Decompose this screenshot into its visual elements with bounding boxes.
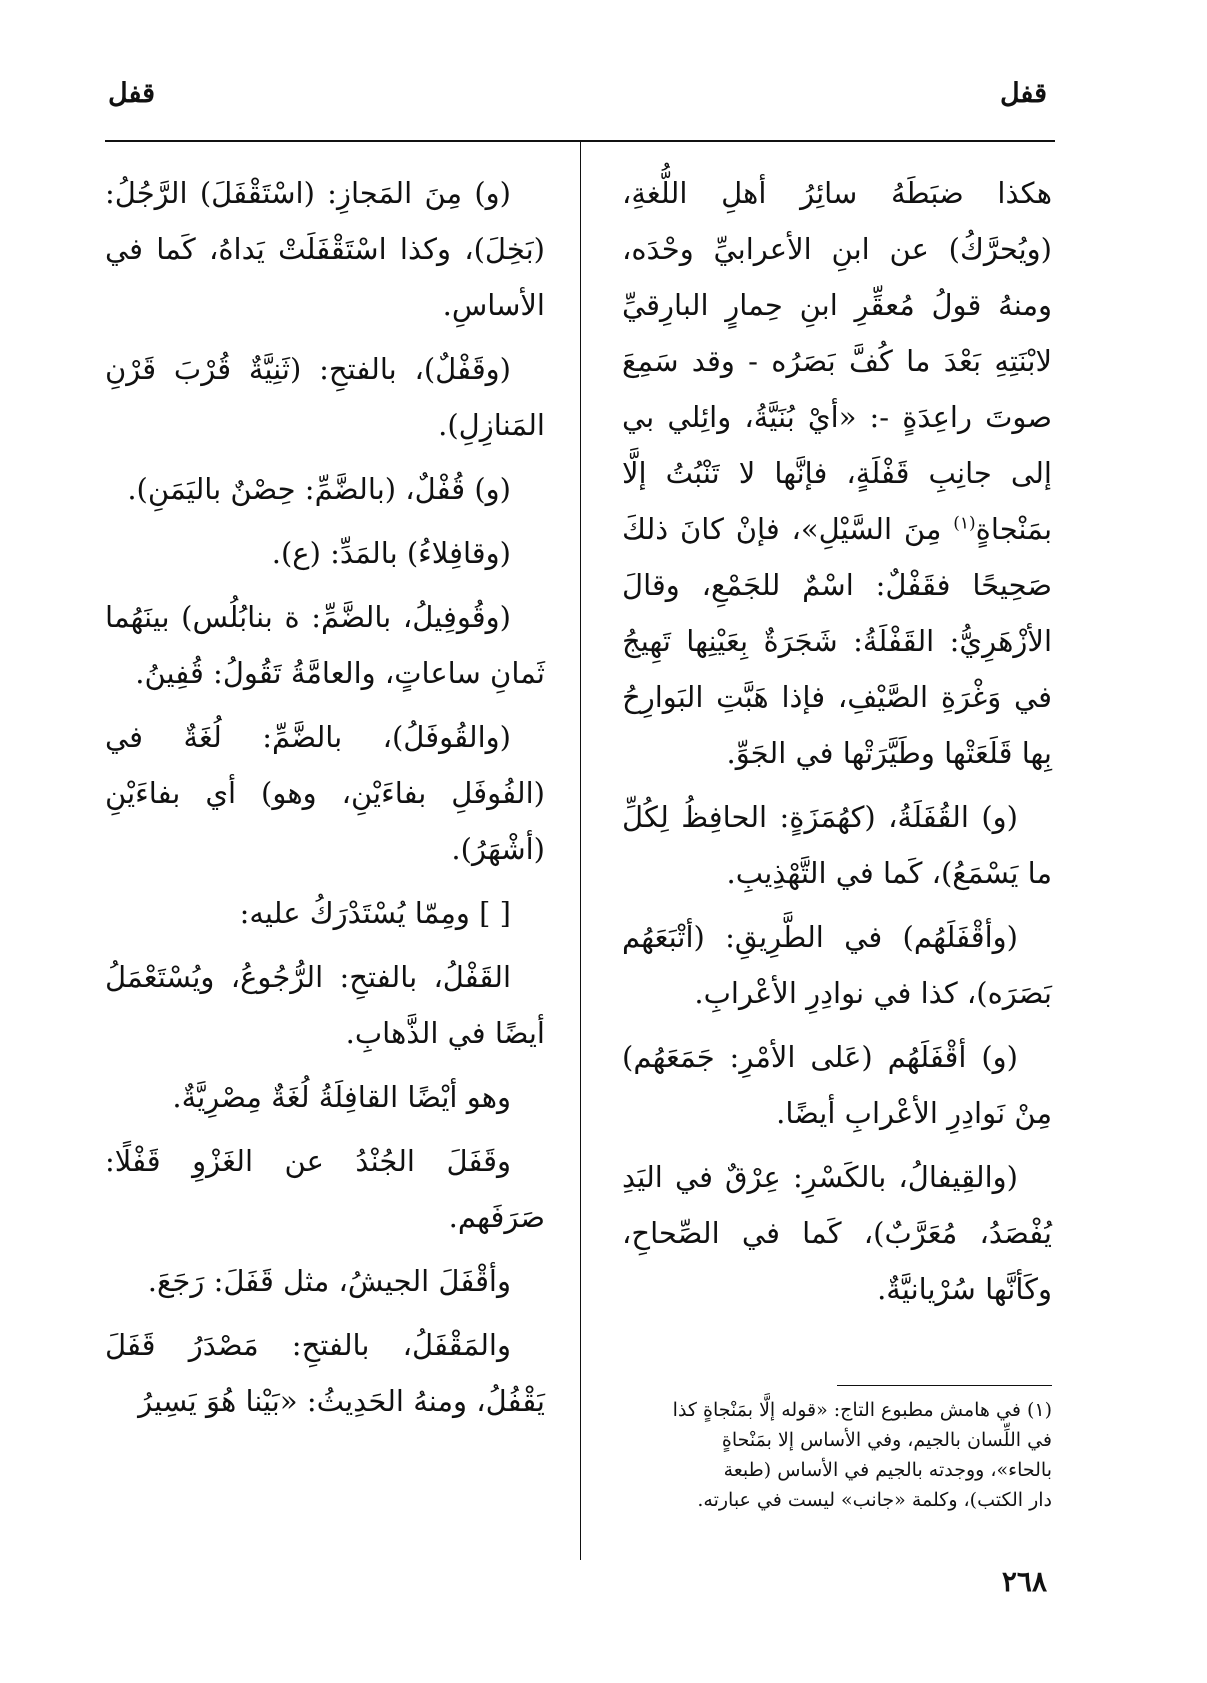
paragraph: والمَقْفَلُ، بالفتحِ: مَصْدَرُ قَفَلَ يَقْفُلُ، ومنهُ الحَدِيثُ: «بَيْنا هُوَ يَسِيرُ	[105, 1328, 545, 1418]
paragraph: هكذا ضبَطَهُ سائِرُ أهلِ اللُّغةِ، (ويُحرَّكُ) عن ابنِ الأعرابيِّ وحْدَه، ومنهُ قولُ مُعقِّرِ ابنِ حِمارٍ البارِقيِّ لابْنَتِهِ بَعْدَ ما كُفَّ بَصَرُه - وقد سَمِعَ صوتَ راعِدَةٍ -: «أيْ بُنَيَّةُ، وائِلي بي إلى جانِبِ قَفْلَةٍ، فإنَّها لا تَنْبُتُ إلَّا بمَنْجاةٍ$^{(١)}$ مِنَ السَّيْلِ»، فإنْ كانَ ذلكَ صَحِيحًا فقَفْلٌ: اسْمٌ للجَمْعِ، وقالَ الأزْهَرِيُّ: القَفْلَةُ: شَجَرَةٌ بِعَيْنِها تَهِيجُ في وَغْرَةِ الصَّيْفِ، فإذا هَبَّتِ البَوارِحُ بِها قَلَعَتْها وطَيَّرَتْها في الجَوِّ.	[622, 176, 1053, 770]
left-column	[105, 165, 545, 1437]
paragraph: (و) مِنَ المَجازِ: (اسْتَقْفَلَ) الرَّجُلُ: (بَخِلَ)، وكذا اسْتَقْفَلَتْ يَداهُ، كَما في الأساسِ.	[105, 176, 545, 322]
footnote-line: (١) في هامش مطبوع التاج: «قوله إلَّا بمَنْجاةٍ كذا	[672, 1399, 1052, 1421]
paragraph: (والقُوفَلُ)، بالضَّمِّ: لُغَةٌ في (الفُوفَلِ بفاءَيْنِ، وهو) أي بفاءَيْنِ (أشْهَرُ).	[105, 720, 545, 866]
paragraph: (وقَفْلٌ)، بالفتحِ: (ثَنِيَّةٌ قُرْبَ قَرْنِ المَنازِلِ).	[105, 352, 545, 442]
paragraph: القَفْلُ، بالفتحِ: الرُّجُوعُ، ويُسْتَعْمَلُ أيضًا في الذَّهابِ.	[105, 960, 545, 1050]
right-column	[622, 165, 1052, 1325]
paragraph: [ ] ومِمّا يُسْتَدْرَكُ عليه:	[239, 896, 511, 930]
paragraph: وهو أيْضًا القافِلَةُ لُغَةٌ مِصْرِيَّةٌ.	[172, 1080, 511, 1114]
paragraph: (وأقْفَلَهُم) في الطَّرِيقِ: (أتْبَعَهُم بَصَرَه)، كذا في نوادِرِ الأعْرابِ.	[622, 920, 1052, 1010]
footnote-line: في اللِّسان بالجيم، وفي الأساس إلا بمَنْحاةٍ	[721, 1429, 1052, 1451]
footnote-mark: (١)	[953, 513, 976, 534]
page-number: ٢٦٨	[1001, 1565, 1047, 1598]
paragraph: (و) القُفَلَةُ، (كهُمَزَةٍ: الحافِظُ لِكُلِّ ما يَسْمَعُ)، كَما في التَّهْذِيبِ.	[622, 800, 1052, 890]
paragraph: (و) أقْفَلَهُم (عَلى الأمْرِ: جَمَعَهُم) مِنْ نَوادِرِ الأعْرابِ أيضًا.	[622, 1040, 1052, 1130]
paragraph: (وقافِلاءُ) بالمَدِّ: (ع).	[271, 536, 511, 570]
footnote	[622, 1395, 1052, 1515]
running-header-right: قفل	[999, 78, 1047, 109]
paragraph: (والقِيفالُ، بالكَسْرِ: عِرْقٌ في اليَدِ يُفْصَدُ، مُعَرَّبٌ)، كَما في الصِّحاحِ، وكَأنَّها سُرْيانيَّةٌ.	[622, 1160, 1052, 1306]
running-header-left: قفل	[108, 78, 156, 109]
paragraph: (وقُوفِيلُ، بالضَّمِّ: ة بنابُلُس) بينَهُما ثَمانِ ساعاتٍ، والعامَّةُ تَقُولُ: قُفِينُ.	[105, 600, 545, 690]
footnote-line: بالحاء»، ووجدته بالجيم في الأساس (طبعة	[723, 1459, 1052, 1481]
paragraph: (و) قُفْلٌ، (بالضَّمِّ: حِصْنٌ باليَمَنِ).	[127, 472, 511, 506]
paragraph: وقَفَلَ الجُنْدُ عن الغَزْوِ قَفْلًا: صَرَفَهم.	[105, 1144, 545, 1234]
footnote-rule	[837, 1385, 1052, 1386]
footnote-line: دار الكتب)، وكلمة «جانب» ليست في عبارته.	[697, 1489, 1052, 1511]
column-divider	[580, 140, 581, 1560]
paragraph: وأقْفَلَ الجيشُ، مثل قَفَلَ: رَجَعَ.	[147, 1264, 511, 1298]
